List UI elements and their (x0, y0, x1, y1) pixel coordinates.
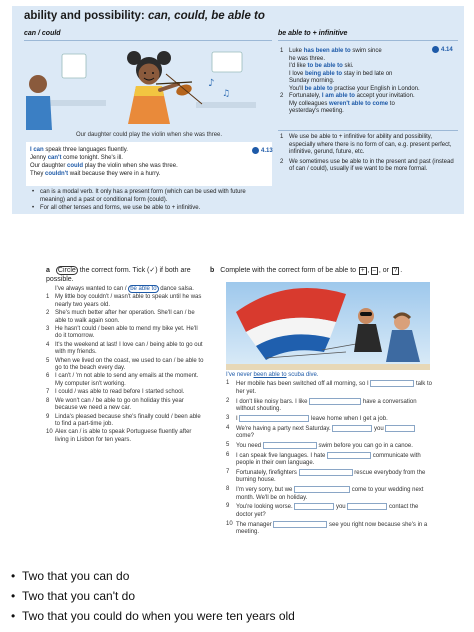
exercise-b-item: 6 I can speak five languages. I hate communicate with people in their own language. (226, 451, 421, 467)
answer-field[interactable] (294, 503, 334, 510)
answer-field[interactable] (309, 398, 361, 405)
audio-icon (252, 147, 259, 154)
grammar-note: 1 We use be able to + infinitive for ability and possibility, especially where there is no form of can, e.g. present perfect, infinitive, gerund, future, etc. (280, 134, 452, 155)
parachute-photo (226, 282, 430, 370)
example-sentence: he was three. (289, 55, 326, 62)
grammar-note: 2 We sometimes use be able to in the present and past (instead of can / could), usually if we want to be more formal. (280, 158, 454, 172)
answer-field[interactable] (299, 469, 353, 476)
be-able-to-notes (280, 134, 460, 174)
exercise-a-item[interactable]: 4 It's the weekend at last! I love can / being able to go out with my friends. (46, 341, 203, 356)
exercise-a-item[interactable]: 3 He hasn't could / been able to mend my bike yet. He'll do it tomorrow. (46, 326, 198, 340)
grammar-title: ability and possibility: can, could, be able to (24, 10, 265, 22)
exercise-b-item: 8 I'm very sorry, but we come to your wedding next month. We'll be on holiday. (226, 486, 424, 501)
divider (278, 130, 458, 131)
task-item: • Two that you could do when you were ten years old (8, 606, 468, 626)
can-could-notes (32, 188, 272, 212)
exercise-a-item[interactable]: 1 My little boy couldn't / wasn't able to speak until he was nearly two years old. (46, 294, 202, 308)
divider (24, 40, 272, 41)
example-sentence: I'd like to be able to ski. (289, 63, 354, 69)
answer-field[interactable] (239, 415, 309, 422)
exercise-b-item: 2 I don't like noisy bars. I like have a conversation without shouting. (226, 397, 417, 413)
exercise-a-example: I've always wanted to can / be able to dance salsa. (55, 286, 194, 292)
exercise-a-instructions: a Circle the correct form. Tick (✓) if both are possible. (46, 267, 191, 283)
question-symbol: ? (393, 268, 398, 274)
audio-track-badge[interactable]: 4.13 (252, 147, 273, 154)
girl-violin-illustration (26, 44, 272, 130)
exercise-b-instructions: b Complete with the correct form of be able to + , – , or ? . (210, 267, 403, 274)
be-able-to-examples (280, 48, 462, 116)
exercise-a-item[interactable]: 8 We won't can / be able to go on holiday this year because we need a new car. (46, 397, 184, 412)
exercise-b-item: 10 The manager see you right now because she's in a meeting. (226, 520, 428, 536)
exercise-a-item[interactable]: 6 I can't / 'm not able to send any emails at the moment. My computer isn't working. (46, 373, 199, 387)
exercise-b-item: 7 Fortunately, firefighters rescue everybody from the burning house. (226, 468, 426, 484)
example-group: 2 Fortunately, I am able to accept your invitation. My colleagues weren't able to come to yesterday's meeting. (280, 93, 462, 116)
example-sentence: Fortunately, I am able to accept your invitation. (289, 93, 415, 99)
example-sentence: I love being able to stay in bed late on (289, 70, 393, 77)
example-sentence: Jenny can't come tonight. She's ill. (30, 155, 123, 161)
svg-text:♪: ♪ (208, 78, 215, 89)
task-item: • Two that you can do (8, 566, 468, 586)
answer-field[interactable] (370, 380, 414, 387)
exercise-b-item: 9 You're looking worse. you contact the doctor yet? (226, 503, 419, 519)
answer-field[interactable] (273, 521, 327, 528)
example-sentence: yesterday's meeting. (289, 108, 344, 114)
exercise-a-item[interactable]: 10 Alex can / is able to speak Portuguese fluently after living in Lisbon for ten years. (46, 429, 192, 443)
illustration-caption: Our daughter could play the violin when she was three. (75, 132, 223, 138)
exercise-b-list (226, 372, 432, 538)
grammar-note: • can is a modal verb. It only has a present form (which can be used with future meaning) and a past or conditional form (could). (32, 188, 272, 204)
answer-field[interactable] (385, 425, 415, 432)
answer-field[interactable] (263, 442, 317, 449)
answer-field[interactable] (347, 503, 387, 510)
right-subtitle: be able to + infinitive (278, 30, 348, 37)
answer-field[interactable] (332, 425, 372, 432)
exercise-b-item: 4 We're having a party next Saturday. you come? (226, 425, 432, 441)
svg-text:♫: ♫ (222, 89, 231, 99)
example-sentence: You'll be able to practise your English in London. (289, 85, 420, 92)
minus-symbol: – (372, 268, 376, 274)
exercise-b-item: 1 Her mobile has been switched off all morning, so I talk to her yet. (226, 380, 432, 396)
grammar-panel (12, 6, 464, 214)
exercise-b-item: 3 I leave home when I get a job. (226, 414, 388, 423)
exercise-a-item[interactable]: 2 She's much better after her operation. She'll can / be able to walk again soon. (46, 310, 195, 324)
exercise-a-list (46, 286, 206, 445)
example-sentence: They couldn't wait because they were in a hurry. (30, 171, 161, 177)
audio-track-badge[interactable]: 4.14 (432, 46, 453, 53)
divider (278, 40, 458, 41)
exercise-a-item[interactable]: 5 When we lived on the coast, we used to can / be able to go to the beach every day. (46, 357, 204, 372)
can-could-examples (26, 142, 272, 186)
example-sentence: Our daughter could play the violin when she was three. (30, 163, 178, 169)
answer-field[interactable] (327, 452, 371, 459)
exercise-a-item[interactable]: 7 I could / was able to read before I started school. (46, 389, 185, 396)
grammar-note: • For all other tenses and forms, we use be able to + infinitive. (32, 204, 272, 212)
answer-field[interactable] (294, 486, 350, 493)
example-group: 1 Luke has been able to swim since he was three. I'd like to be able to ski. I love being able to stay in bed late on Sunday morning. You'll be able to practise your English in London. (280, 48, 462, 93)
exercise-b-item: 5 You need swim before you can go in a canoe. (226, 441, 413, 449)
task-item: • Two that you can't do (8, 586, 468, 606)
example-sentence: I can speak three languages fluently. (30, 147, 128, 153)
example-sentence: Luke has been able to swim since (289, 48, 382, 54)
example-sentence: Sunday morning. (289, 78, 335, 84)
plus-symbol: + (361, 268, 365, 274)
example-sentence: My colleagues weren't able to come to (289, 100, 395, 107)
left-subtitle: can / could (24, 30, 61, 37)
exercise-a-item[interactable]: 9 Linda's pleased because she's finally could / been able to find a part-time job. (46, 413, 201, 427)
exercise-b-example: I've never been able to scuba dive. (226, 372, 319, 378)
task-list (8, 566, 468, 626)
